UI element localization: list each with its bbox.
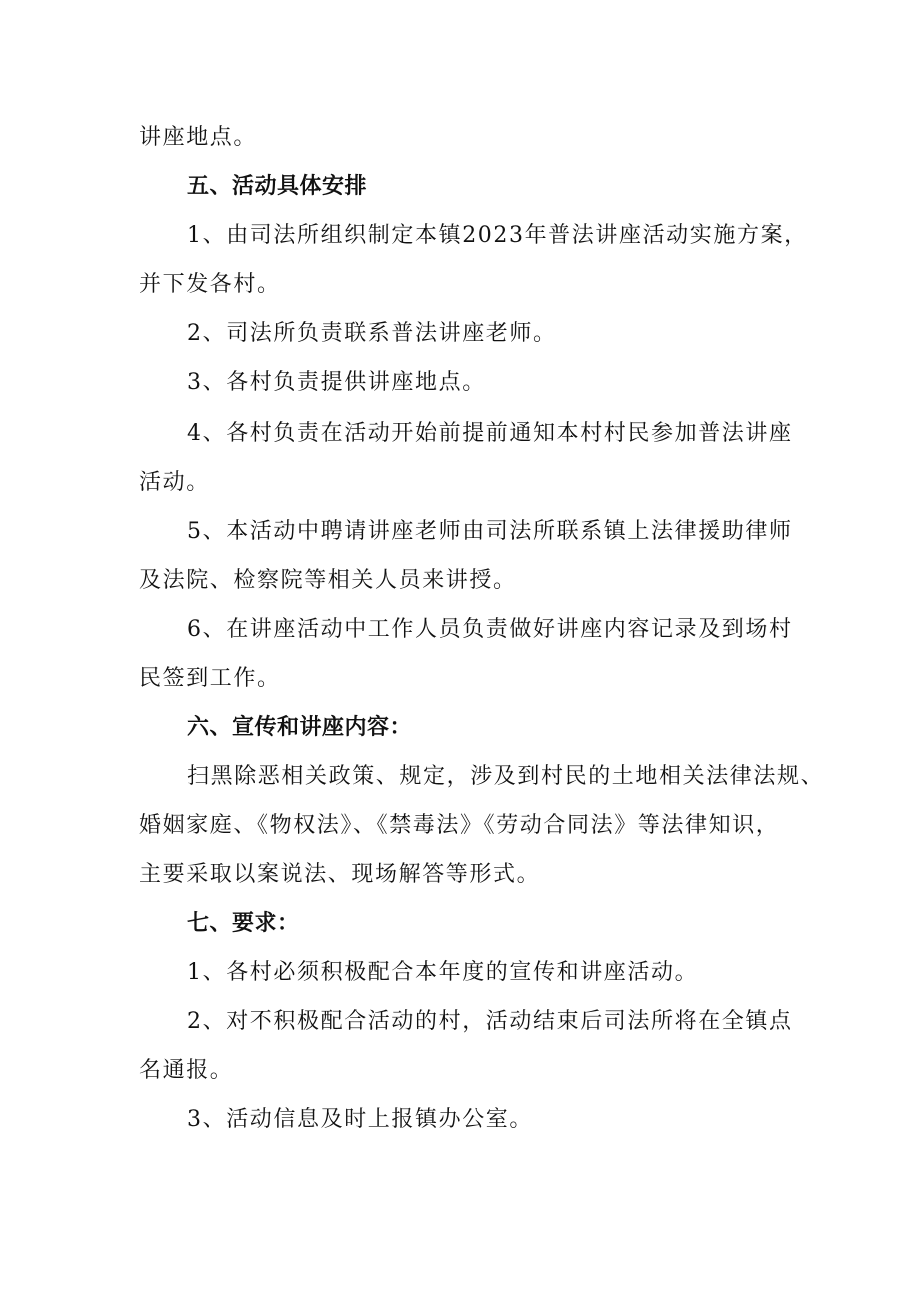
requirement-item-1: 1、各村必须积极配合本年度的宣传和讲座活动。 <box>187 960 699 985</box>
arrangement-item-5-continuation: 及法院、检察院等相关人员来讲授。 <box>139 568 517 593</box>
arrangement-item-6-continuation: 民签到工作。 <box>139 666 281 691</box>
arrangement-item-1-continuation: 并下发各村。 <box>139 272 281 297</box>
section-heading-activity-arrangement: 五、活动具体安排 <box>187 174 368 199</box>
requirement-item-2: 2、对不积极配合活动的村，活动结束后司法所将在全镇点 <box>187 1009 793 1034</box>
section-heading-publicity-content: 六、宣传和讲座内容： <box>187 715 413 740</box>
arrangement-item-6: 6、在讲座活动中工作人员负责做好讲座内容记录及到场村 <box>187 617 793 642</box>
arrangement-item-4: 4、各村负责在活动开始前提前通知本村村民参加普法讲座 <box>187 421 793 446</box>
arrangement-item-1: 1、由司法所组织制定本镇2023年普法讲座活动实施方案， <box>187 223 808 248</box>
publicity-paragraph-line-2: 婚姻家庭、《物权法》、《禁毒法》《劳动合同法》等法律知识， <box>139 813 780 838</box>
arrangement-item-5: 5、本活动中聘请讲座老师由司法所联系镇上法律援助律师 <box>187 519 793 544</box>
paragraph-continuation: 讲座地点。 <box>139 125 258 150</box>
requirement-item-3: 3、活动信息及时上报镇办公室。 <box>187 1107 533 1132</box>
section-heading-requirements: 七、要求： <box>187 911 300 936</box>
arrangement-item-4-continuation: 活动。 <box>139 470 210 495</box>
publicity-paragraph-line-3: 主要采取以案说法、现场解答等形式。 <box>139 862 541 887</box>
arrangement-item-2: 2、司法所负责联系普法讲座老师。 <box>187 321 557 346</box>
arrangement-item-3: 3、各村负责提供讲座地点。 <box>187 370 486 395</box>
requirement-item-2-continuation: 名通报。 <box>139 1058 234 1083</box>
publicity-paragraph-line-1: 扫黑除恶相关政策、规定，涉及到村民的土地相关法律法规、 <box>187 764 825 789</box>
